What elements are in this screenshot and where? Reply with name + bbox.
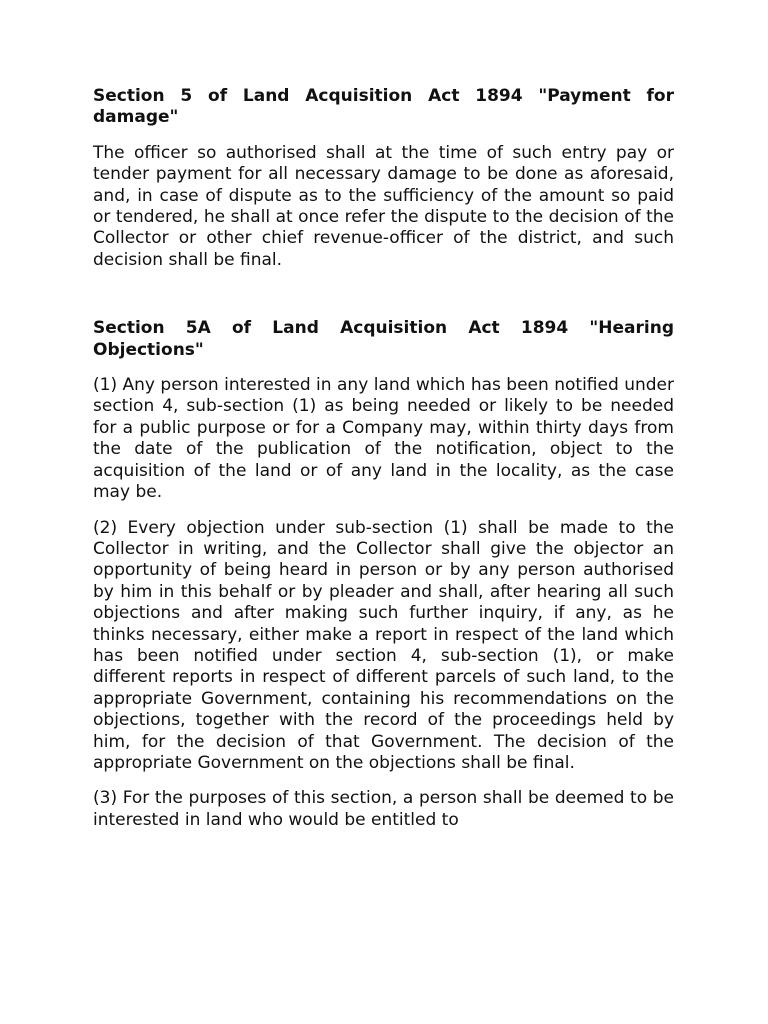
section-5a-heading: Section 5A of Land Acquisition Act 1894 "Hearing Objections": [93, 318, 674, 360]
section-5a-paragraph-1: (1) Any person interested in any land which has been notified under section 4, sub-section (1) as being needed or likely to be needed for a public purpose or for a Company may, within thirty days from the date of the publication of the notification, object to the acquisition of the land or of any land in the locality, as the case may be.: [93, 375, 674, 503]
section-5-heading: Section 5 of Land Acquisition Act 1894 "Payment for damage": [93, 86, 674, 128]
section-5a-paragraph-3: (3) For the purposes of this section, a person shall be deemed to be interested in land who would be entitled to: [93, 788, 674, 830]
document-page: [93, 86, 674, 831]
section-5-paragraph: The officer so authorised shall at the time of such entry pay or tender payment for all necessary damage to be done as aforesaid, and, in case of dispute as to the sufficiency of the amount so paid or tendered, he shall at once refer the dispute to the decision of the Collector or other chief revenue-officer of the district, and such decision shall be final.: [93, 142, 674, 270]
section-5a-paragraph-2: (2) Every objection under sub-section (1) shall be made to the Collector in writing, and the Collector shall give the objector an opportunity of being heard in person or by any person authorised by him in this behalf or by pleader and shall, after hearing all such objections and after making such further inquiry, if any, as he thinks necessary, either make a report in respect of the land which has been notified under section 4, sub-section (1), or make different reports in respect of different parcels of such land, to the appropriate Government, containing his recommendations on the objections, together with the record of the proceedings held by him, for the decision of that Government. The decision of the appropriate Government on the objections shall be final.: [93, 517, 674, 773]
